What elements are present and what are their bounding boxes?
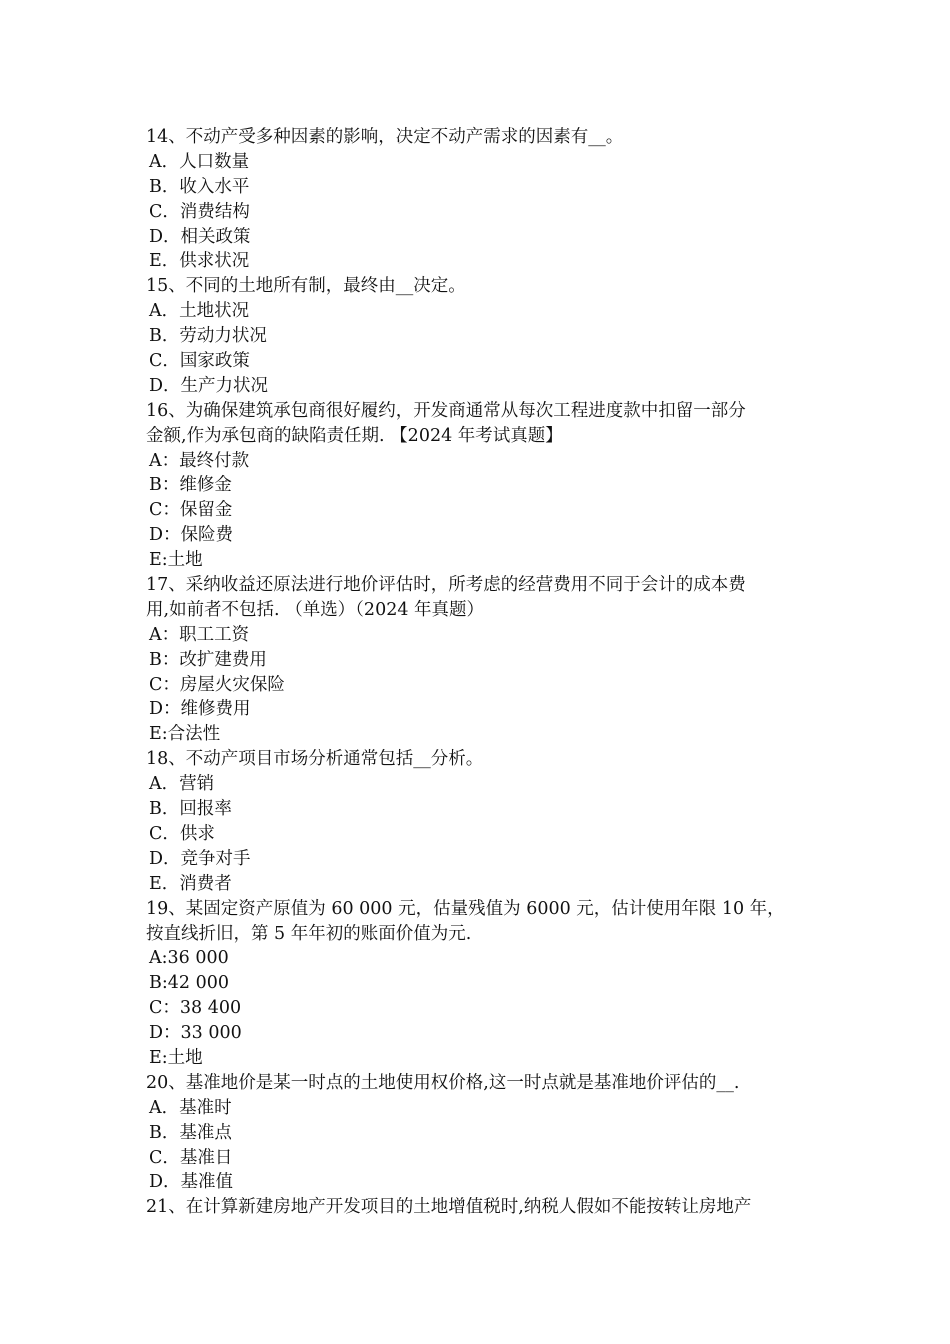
answer-option: A：最终付款	[149, 450, 250, 471]
answer-option: C．消费结构	[149, 201, 250, 222]
answer-option: C：保留金	[149, 500, 233, 521]
answer-option: B．回报率	[149, 799, 232, 820]
question-text: 15、不同的土地所有制，最终由__决定。	[146, 276, 466, 297]
question-text: 21、在计算新建房地产开发项目的土地增值税时,纳税人假如不能按转让房地产	[146, 1197, 752, 1218]
question-text: 14、不动产受多种因素的影响，决定不动产需求的因素有__。	[146, 127, 624, 147]
answer-option: C：房屋火灾保险	[149, 674, 285, 695]
document-page	[146, 125, 811, 1220]
answer-option: E:土地	[149, 550, 203, 571]
answer-option: B：维修金	[149, 475, 232, 496]
answer-option: C．供求	[149, 823, 215, 844]
answer-option: A：职工工资	[149, 624, 250, 645]
answer-option: C：38 400	[149, 998, 242, 1019]
question-text: 18、不动产项目市场分析通常包括__分析。	[146, 749, 484, 770]
answer-option: D．生产力状况	[149, 375, 269, 396]
answer-option: B．收入水平	[149, 176, 250, 197]
answer-option: D：维修费用	[149, 699, 251, 720]
question-text: 19、某固定资产原值为 60 000 元，估量残值为 6000 元，估计使用年限 10 年，	[146, 898, 785, 919]
answer-option: E．消费者	[149, 873, 232, 894]
answer-option: D．相关政策	[149, 226, 251, 247]
answer-option: A．营销	[149, 774, 215, 795]
answer-option: B．基准点	[149, 1122, 232, 1143]
question-text: 17、采纳收益还原法进行地价评估时，所考虑的经营费用不同于会计的成本费	[146, 575, 746, 596]
answer-option: B．劳动力状况	[149, 326, 267, 347]
answer-option: A:36 000	[149, 948, 229, 969]
answer-option: D：保险费	[149, 525, 234, 546]
answer-option: A．人口数量	[149, 151, 250, 172]
answer-option: D：33 000	[149, 1023, 242, 1044]
answer-option: D．基准值	[149, 1172, 234, 1193]
answer-option: D．竞争对手	[149, 848, 251, 869]
question-text: 20、基准地价是某一时点的土地使用权价格,这一时点就是基准地价评估的__.	[146, 1072, 740, 1093]
question-text: 金额,作为承包商的缺陷责任期. 【2024 年考试真题】	[146, 425, 563, 446]
answer-option: B:42 000	[149, 973, 229, 994]
answer-option: E．供求状况	[149, 251, 250, 272]
answer-option: C．基准日	[149, 1147, 233, 1168]
answer-option: E:合法性	[149, 724, 221, 745]
answer-option: A．土地状况	[149, 301, 250, 322]
answer-option: A．基准时	[149, 1097, 232, 1118]
question-text: 用,如前者不包括. （单选）（2024 年真题）	[146, 599, 485, 620]
question-text: 16、为确保建筑承包商很好履约，开发商通常从每次工程进度款中扣留一部分	[146, 400, 746, 421]
question-text: 按直线折旧，第 5 年年初的账面价值为元.	[146, 923, 472, 944]
answer-option: E:土地	[149, 1047, 203, 1068]
answer-option: C．国家政策	[149, 351, 250, 372]
answer-option: B：改扩建费用	[149, 649, 267, 670]
